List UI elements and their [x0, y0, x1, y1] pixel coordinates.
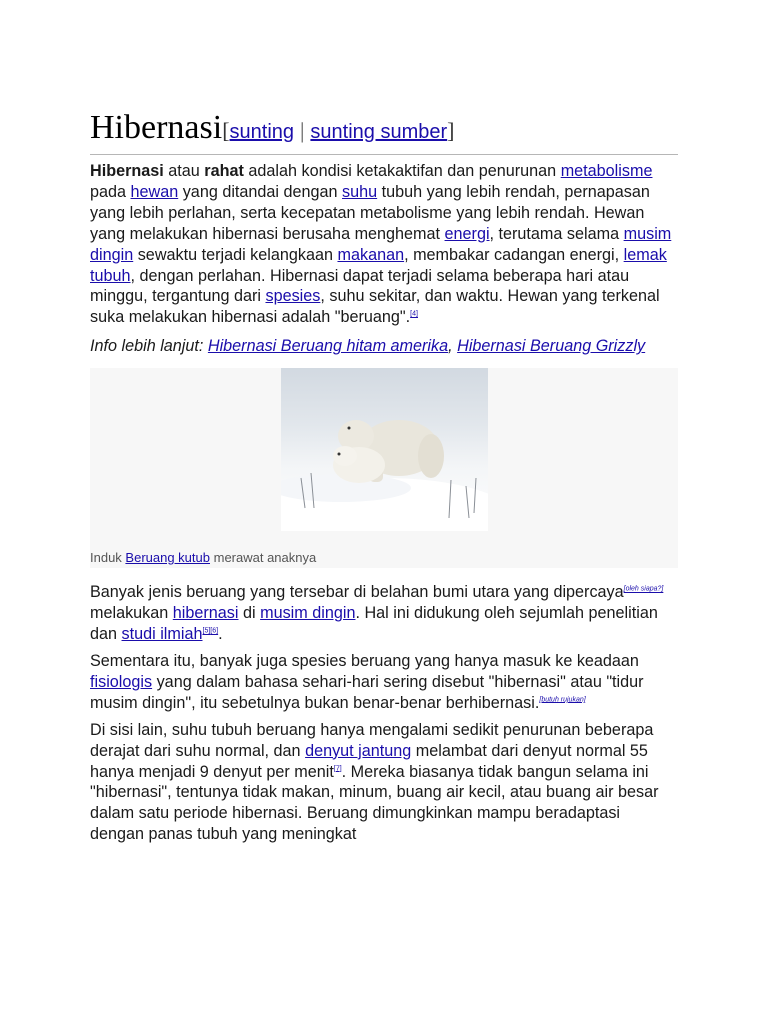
paragraph-3 — [90, 651, 678, 714]
link-hibernasi-beruang-grizzly[interactable]: Hibernasi Beruang Grizzly — [457, 337, 646, 356]
paragraph-2 — [90, 582, 678, 645]
text: merawat anaknya — [210, 550, 317, 566]
text: Banyak jenis beruang yang tersebar di belahan bumi utara yang dipercaya — [90, 583, 624, 602]
ref-link-5[interactable]: [5] — [202, 627, 211, 635]
link-hewan[interactable]: hewan — [130, 182, 179, 201]
text: yang ditandai dengan — [178, 182, 343, 201]
hatnote-prefix: Info lebih lanjut: — [90, 337, 208, 356]
text: , suhu sekitar, dan waktu. Hewan yang terkenal suka melakukan hibernasi adalah "beruang". — [90, 287, 660, 327]
text: sewaktu terjadi kelangkaan — [133, 245, 338, 264]
link-energi[interactable]: energi — [444, 224, 490, 243]
text: adalah kondisi ketakaktifan dan penurunan — [243, 162, 561, 180]
polar-bear-illustration — [281, 368, 488, 531]
ref-citation-needed[interactable]: [butuh rujukan] — [539, 696, 586, 704]
text: pada — [90, 182, 131, 201]
reference — [624, 586, 664, 593]
edit-section — [222, 118, 454, 143]
text: . Hal ini didukung oleh sejumlah penelitian dan — [90, 604, 658, 644]
link-beruang-kutub[interactable]: Beruang kutub — [125, 550, 210, 566]
text: melakukan — [90, 604, 173, 623]
text: Induk — [90, 550, 126, 566]
text: Di sisi lain, suhu tubuh beruang hanya mengalami sedikit penurunan beberapa derajat dari suhu normal, dan — [90, 720, 654, 760]
text: di — [238, 604, 261, 623]
figure — [90, 368, 678, 568]
link-metabolisme[interactable]: metabolisme — [560, 162, 653, 180]
text: , terutama selama — [489, 224, 624, 243]
polar-bear-photo[interactable] — [281, 368, 488, 531]
ref-link-4[interactable]: [4] — [410, 310, 418, 318]
reference — [334, 765, 342, 772]
bold-term-rahat: rahat — [204, 162, 244, 180]
ref-link-7[interactable]: [7] — [333, 765, 342, 773]
article — [90, 108, 678, 845]
intro-paragraph — [90, 161, 678, 328]
bold-term-hibernasi: Hibernasi — [90, 162, 164, 180]
link-studi-ilmiah[interactable]: studi ilmiah — [121, 625, 203, 644]
link-hibernasi[interactable]: hibernasi — [172, 604, 239, 623]
title-text: Hibernasi — [90, 109, 223, 146]
link-lemak-tubuh[interactable]: lemak tubuh — [90, 245, 667, 285]
bracket-close: ] — [447, 118, 455, 143]
link-suhu[interactable]: suhu — [342, 182, 378, 201]
text: . Mereka biasanya tidak bangun selama ini "hibernasi", tentunya tidak makan, minum, buang air kecil, atau buang air besar dalam satu periode hibernasi. Beruang dimungkinkan mampu beradaptasi dengan panas tubuh yang meningkat — [90, 762, 659, 844]
reference — [539, 696, 585, 703]
link-makanan[interactable]: makanan — [337, 245, 405, 264]
link-fisiologis[interactable]: fisiologis — [90, 672, 153, 691]
reference — [203, 628, 219, 635]
paragraph-4 — [90, 720, 678, 845]
reference — [410, 311, 418, 318]
page-title — [90, 108, 678, 155]
text: yang dalam bahasa sehari-hari sering disebut "hibernasi" atau "tidur musim dingin", itu sebetulnya bukan benar-benar berhibernasi. — [90, 672, 644, 712]
link-denyut-jantung[interactable]: denyut jantung — [305, 741, 412, 760]
edit-link[interactable]: sunting — [229, 121, 295, 143]
text: Sementara itu, banyak juga spesies beruang yang hanya masuk ke keadaan — [90, 651, 639, 670]
text: , membakar cadangan energi, — [404, 245, 624, 264]
link-musim-dingin[interactable]: musim dingin — [90, 224, 672, 264]
hatnote — [90, 334, 678, 358]
text: melambat dari denyut normal 55 hanya menjadi 9 denyut per menit — [90, 741, 648, 781]
link-spesies[interactable]: spesies — [265, 287, 321, 306]
figure-caption — [90, 550, 316, 565]
ref-link-6[interactable]: [6] — [210, 627, 219, 635]
text: , — [448, 337, 458, 356]
text: tubuh yang lebih rendah, pernapasan yang lebih perlahan, serta kecepatan metabolisme yang lebih rendah. Hewan yang melakukan hibernasi berusaha menghemat — [90, 182, 650, 243]
text: atau — [163, 162, 205, 180]
text: . — [218, 625, 223, 644]
ref-who[interactable]: [oleh siapa?] — [623, 585, 664, 593]
link-hibernasi-beruang-hitam[interactable]: Hibernasi Beruang hitam amerika — [207, 337, 449, 356]
edit-separator: | — [300, 118, 305, 143]
link-musim-dingin[interactable]: musim dingin — [260, 604, 356, 623]
edit-source-link[interactable]: sunting sumber — [310, 121, 448, 143]
text: , dengan perlahan. Hibernasi dapat terjadi selama beberapa hari atau minggu, tergantung dari — [90, 266, 630, 306]
bracket-open: [ — [222, 118, 230, 143]
